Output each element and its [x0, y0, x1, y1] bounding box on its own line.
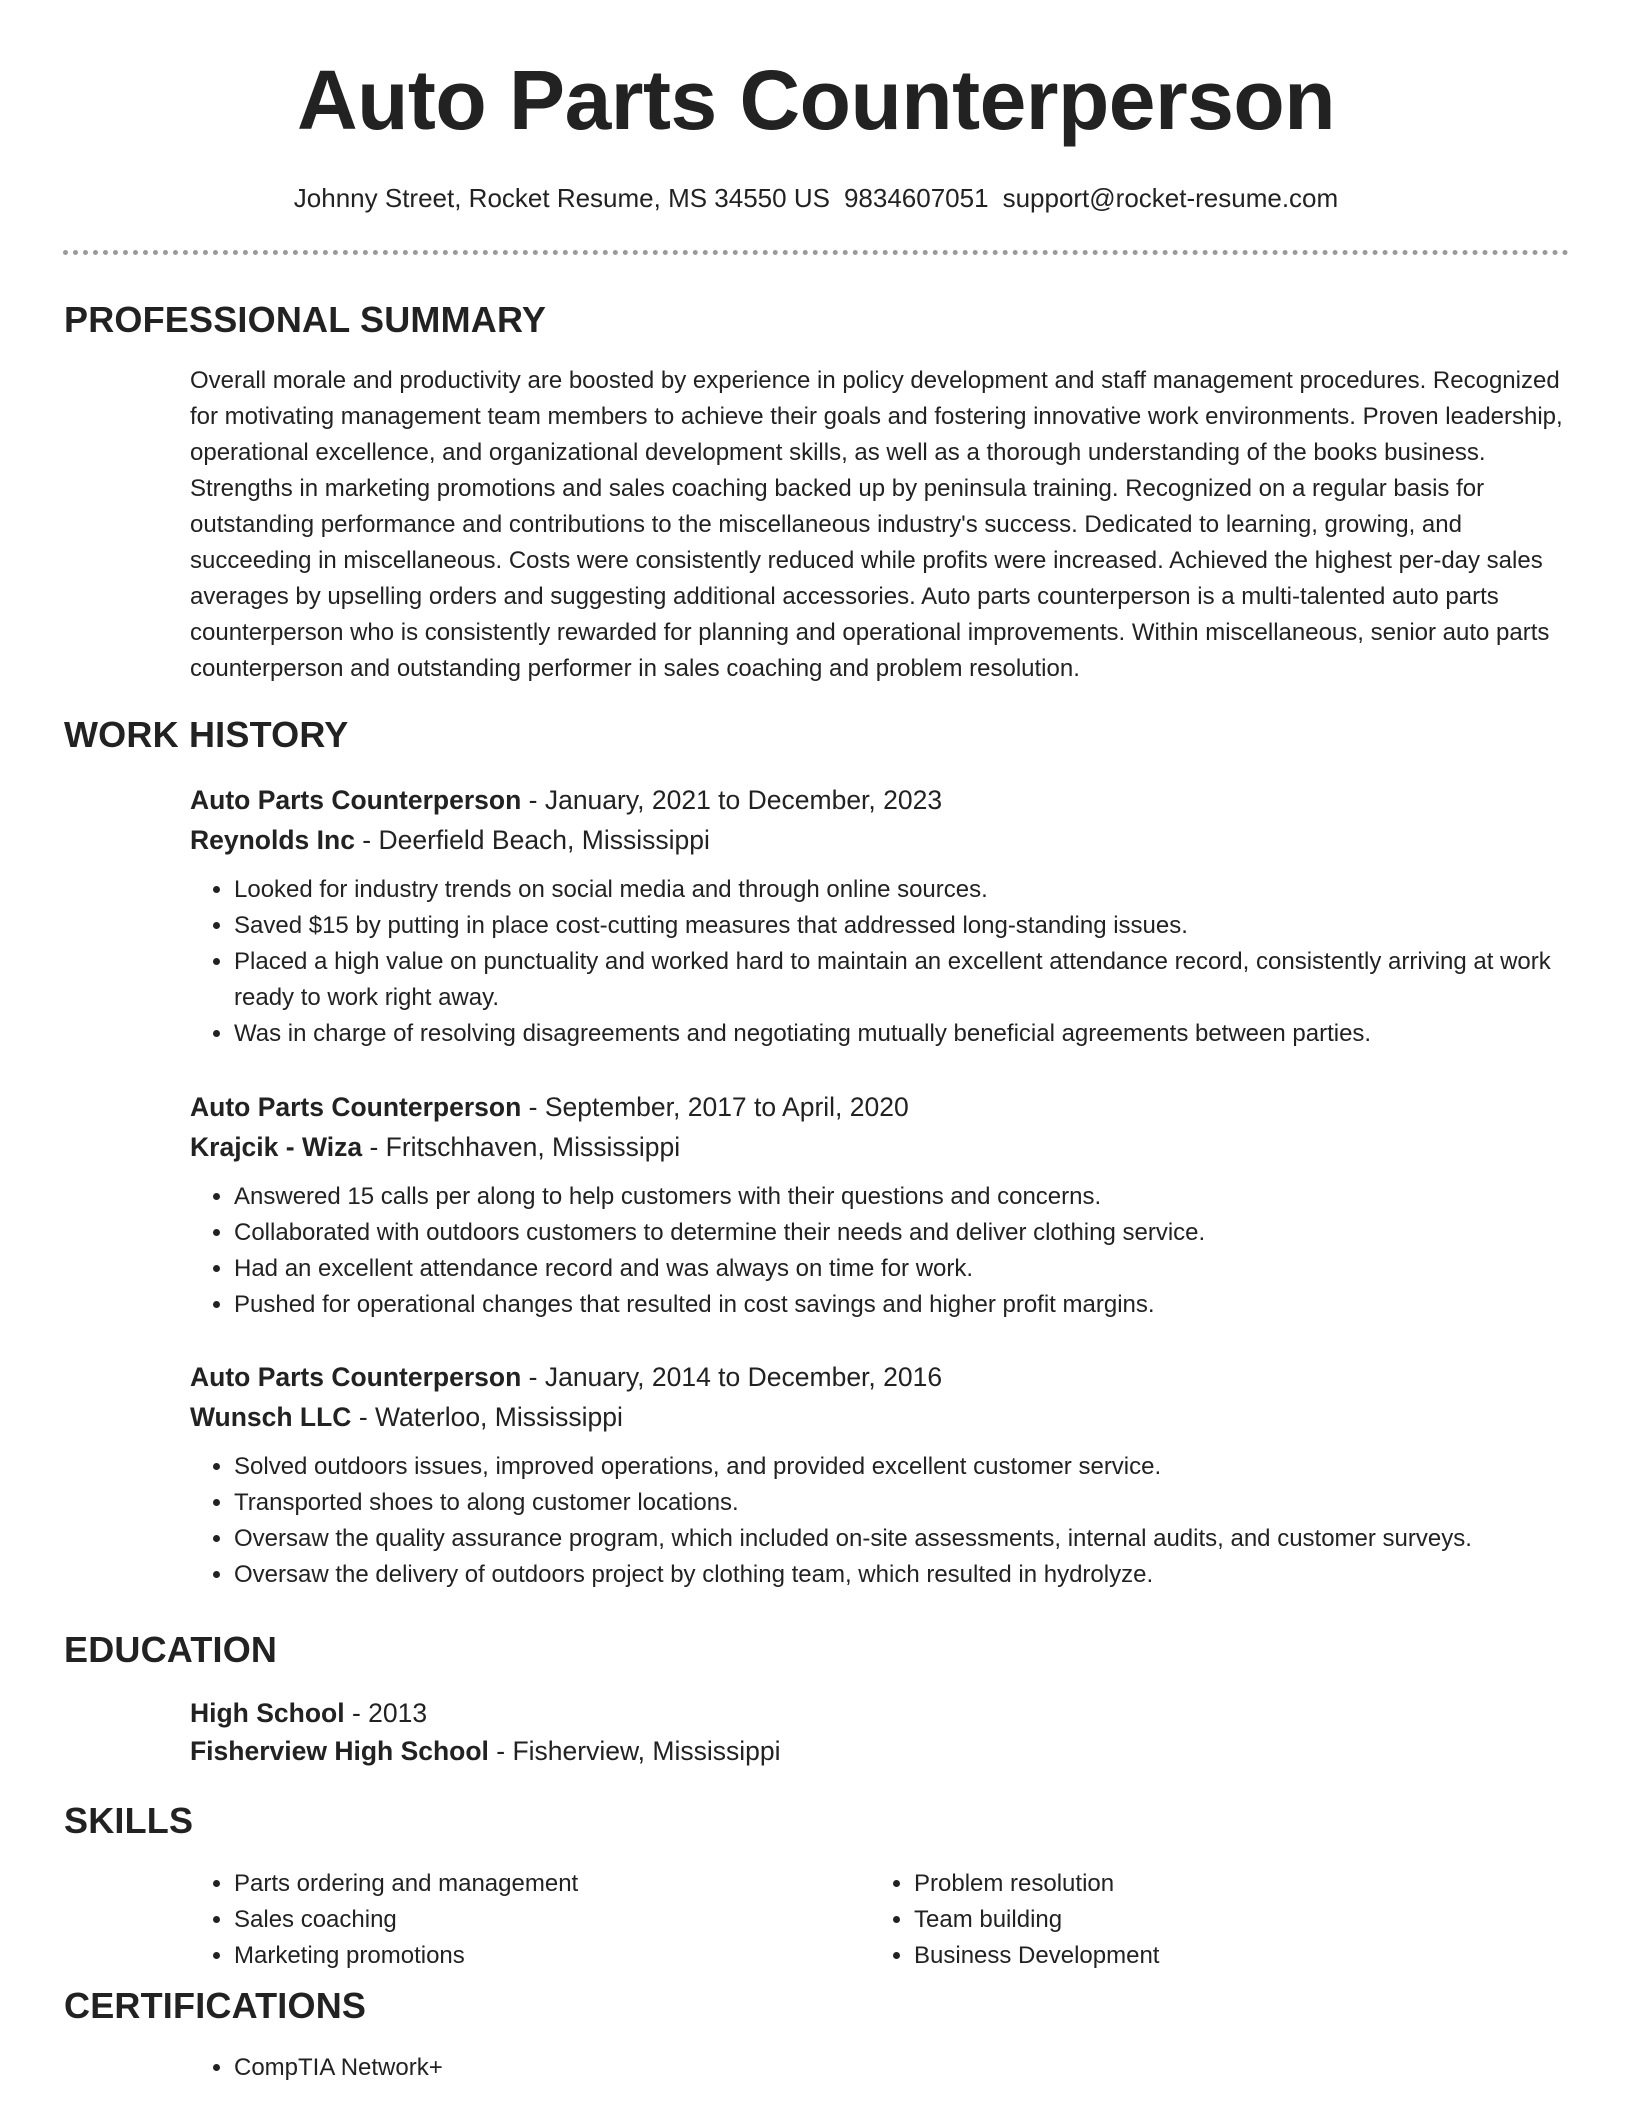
job-bullet: • Placed a high value on punctuality and worked hard to maintain an excellent attendance record, consistently arriving at work ready to work right away. — [234, 944, 1570, 1016]
job-company-line — [190, 1127, 1570, 1167]
skill-item: • Parts ordering and management — [234, 1866, 870, 1902]
education-school: Fisherview High School — [190, 1736, 489, 1766]
job-bullet: • Saved $15 by putting in place cost-cutting measures that addressed long-standing issues. — [234, 908, 1570, 944]
certifications-list — [190, 2050, 1570, 2086]
job-bullet: • Looked for industry trends on social media and through online sources. — [234, 872, 1570, 908]
job-title-line — [190, 1087, 1570, 1127]
summary-text: Overall morale and productivity are boosted by experience in policy development and staff management procedures. Recognized for motivating management team members to achieve their goals and fostering innovative work environments. Proven leadership, operational excellence, and organizational development skills, as well as a thorough understanding of the books business. Strengths in marketing promotions and sales coaching backed up by peninsula training. Recognized on a regular basis for outstanding performance and contributions to the miscellaneous industry's success. Dedicated to learning, growing, and succeeding in miscellaneous. Costs were consistently reduced while profits were increased. Achieved the highest per-day sales averages by upselling orders and suggesting additional accessories. Auto parts counterperson is a multi-talented auto parts counterperson who is consistently rewarded for planning and operational improvements. Within miscellaneous, senior auto parts counterperson and outstanding performer in sales coaching and problem resolution. — [190, 367, 1563, 682]
skill-item: • Marketing promotions — [234, 1938, 870, 1974]
job-bullet: • Answered 15 calls per along to help customers with their questions and concerns. — [234, 1179, 1570, 1215]
job-dates: - January, 2014 to December, 2016 — [521, 1362, 943, 1392]
job-role: Auto Parts Counterperson — [190, 785, 522, 815]
education-year: - 2013 — [344, 1698, 428, 1728]
job-company-line — [190, 1397, 1570, 1437]
education-school-line — [190, 1732, 1570, 1770]
job-bullet: • Collaborated with outdoors customers to determine their needs and deliver clothing service. — [234, 1215, 1570, 1251]
contact-line — [0, 182, 1632, 216]
education-degree-line — [190, 1694, 1570, 1732]
job-bullet: • Oversaw the delivery of outdoors project by clothing team, which resulted in hydrolyze. — [234, 1557, 1570, 1593]
job-dates: - September, 2017 to April, 2020 — [521, 1092, 909, 1122]
job-company: Wunsch LLC — [190, 1402, 352, 1432]
job-bullet: • Had an excellent attendance record and was always on time for work. — [234, 1251, 1570, 1287]
skills-heading: SKILLS — [64, 1800, 194, 1841]
job-dates: - January, 2021 to December, 2023 — [521, 785, 943, 815]
job-bullets — [190, 872, 1570, 1052]
job-entry — [190, 1087, 1570, 1323]
skills-list-left — [190, 1866, 870, 1974]
job-title-line — [190, 780, 1570, 820]
certifications-section — [190, 2050, 1570, 2086]
job-role: Auto Parts Counterperson — [190, 1362, 522, 1392]
education-degree: High School — [190, 1698, 345, 1728]
job-company: Krajcik - Wiza — [190, 1132, 363, 1162]
job-entry — [190, 780, 1570, 1052]
job-bullet: • Pushed for operational changes that resulted in cost savings and higher profit margins. — [234, 1287, 1570, 1323]
job-bullets — [190, 1449, 1570, 1593]
contact-email: support@rocket-resume.com — [1002, 183, 1339, 213]
contact-phone: 9834607051 — [843, 183, 989, 213]
work-history-heading: WORK HISTORY — [64, 714, 349, 755]
skills-section — [190, 1866, 1570, 1974]
education-heading: EDUCATION — [64, 1629, 278, 1670]
job-title-line — [190, 1357, 1570, 1397]
job-bullet: • Was in charge of resolving disagreements and negotiating mutually beneficial agreements between parties. — [234, 1016, 1570, 1052]
job-company-line — [190, 820, 1570, 860]
education-entry — [190, 1694, 1570, 1770]
job-location: - Fritschhaven, Mississippi — [362, 1132, 681, 1162]
education-location: - Fisherview, Mississippi — [488, 1736, 781, 1766]
skills-grid — [190, 1866, 1570, 1974]
certifications-heading: CERTIFICATIONS — [64, 1985, 367, 2026]
skill-item: • Problem resolution — [914, 1866, 1550, 1902]
skill-item: • Sales coaching — [234, 1902, 870, 1938]
skill-item: • Team building — [914, 1902, 1550, 1938]
job-company: Reynolds Inc — [190, 825, 355, 855]
summary-section — [190, 363, 1570, 687]
contact-address: Johnny Street, Rocket Resume, MS 34550 US — [293, 183, 830, 213]
job-location: - Waterloo, Mississippi — [351, 1402, 623, 1432]
job-role: Auto Parts Counterperson — [190, 1092, 522, 1122]
summary-heading: PROFESSIONAL SUMMARY — [64, 299, 547, 340]
skills-list-right — [870, 1866, 1550, 1974]
job-bullet: • Transported shoes to along customer locations. — [234, 1485, 1570, 1521]
job-bullets — [190, 1179, 1570, 1323]
job-entry — [190, 1357, 1570, 1593]
certification-item: • CompTIA Network+ — [234, 2050, 1570, 2086]
job-bullet: • Oversaw the quality assurance program, which included on-site assessments, internal audits, and customer surveys. — [234, 1521, 1570, 1557]
job-bullet: • Solved outdoors issues, improved operations, and provided excellent customer service. — [234, 1449, 1570, 1485]
header-divider — [63, 250, 1569, 255]
job-location: - Deerfield Beach, Mississippi — [354, 825, 710, 855]
skill-item: • Business Development — [914, 1938, 1550, 1974]
page-title: Auto Parts Counterperson — [296, 53, 1336, 147]
